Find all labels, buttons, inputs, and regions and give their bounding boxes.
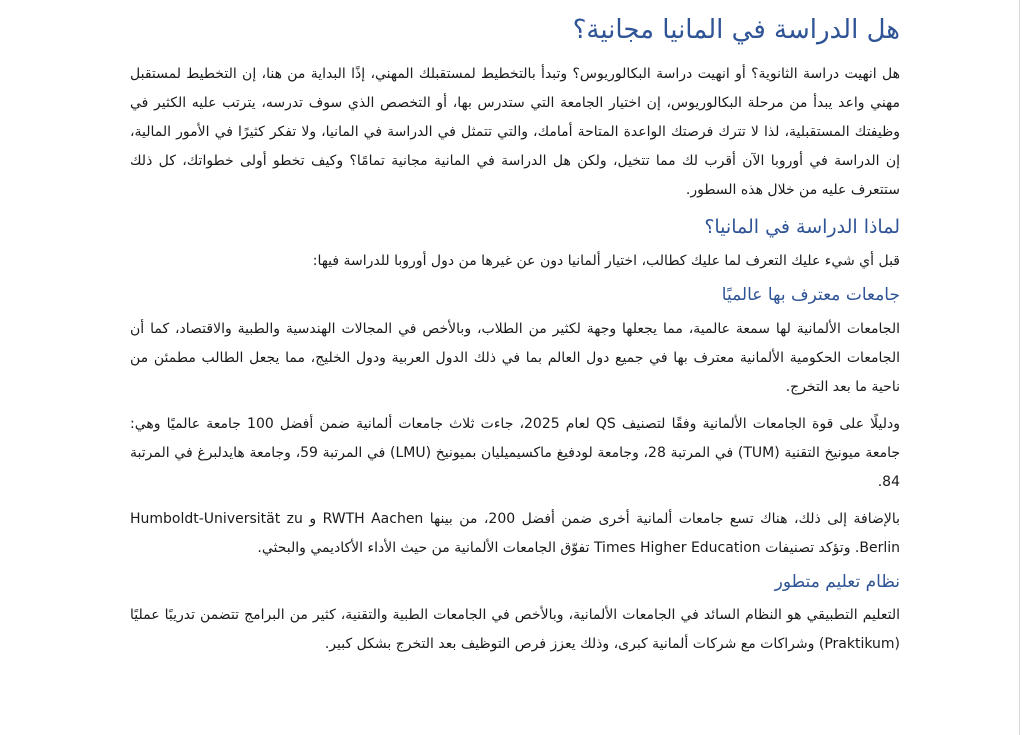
document-body[interactable] [130, 8, 900, 667]
page-edge-divider [1019, 0, 1020, 735]
recognized-universities-heading: جامعات معترف بها عالميًا [721, 285, 900, 306]
recognized-paragraph-3: بالإضافة إلى ذلك، هناك تسع جامعات ألمانية أخرى ضمن أفضل 200، من بينها RWTH Aachen و Humboldt-Universität zu Berlin. وتؤكد تصنيفات Times Higher Education تفوّق الجامعات الألمانية من حيث الأداء الأكاديمي والبحثي. [130, 510, 900, 556]
recognized-paragraph-1: الجامعات الألمانية لها سمعة عالمية، مما يجعلها وجهة لكثير من الطلاب، وبالأخص في المجالات الهندسية والطبية والاقتصاد، كما أن الجامعات الحكومية الألمانية معترف بها في جميع دول العالم بما في ذلك الدول العربية ودول الخليج، مما يجعل الطالب مطمئن من ناحية ما بعد التخرج. [130, 320, 900, 395]
intro-paragraph: هل انهيت دراسة الثانوية؟ أو انهيت دراسة البكالوريوس؟ وتبدأ بالتخطيط لمستقبلك المهني، إذًا البداية من هنا، إن التخطيط لمستقبل مهني واعد يبدأ من مرحلة البكالوريوس، إن اختيار الجامعة التي ستدرس بها، أو التخصص الذي سوف تدرسه، يترتب عليه الكثير في وظيفتك المستقبلية، لذا لا تترك فرصتك الواعدة المتاحة أمامك، والتي تتمثل في الدراسة في المانيا، ولا تفكر كثيرًا في الأمور المالية، إن الدراسة في أوروبا الآن أقرب لك مما تتخيل، ولكن هل الدراسة في المانية مجانية تمامًا؟ وكيف تخطو أولى خطواتك، كل ذلك ستتعرف عليه من خلال هذه السطور. [130, 65, 900, 198]
recognized-paragraph-2: ودليلًا على قوة الجامعات الألمانية وفقًا لتصنيف QS لعام 2025، جاءت ثلاث جامعات ألمانية ضمن أفضل 100 جامعة عالميًا وهي: جامعة ميونيخ التقنية (TUM) في المرتبة 28، وجامعة لودفيغ ماكسيميليان بميونيخ (LMU) في المرتبة 59، وجامعة هايدلبرغ في المرتبة 84. [130, 415, 901, 490]
why-study-intro: قبل أي شيء عليك التعرف لما عليك كطالب، اختيار ألمانيا دون عن غيرها من دول أوروبا للدراسة فيها: [312, 253, 900, 270]
why-study-heading: لماذا الدراسة في المانيا؟ [704, 215, 900, 238]
education-paragraph-1: التعليم التطبيقي هو النظام السائد في الجامعات الألمانية، وبالأخص في الجامعات الطبية والتقنية، كثير من البرامج تتضمن تدريبًا عمليًا (Praktikum) وشراكات مع شركات ألمانية كبرى، وذلك يعزز فرص التوظيف بعد التخرج بشكل كبير. [130, 606, 900, 652]
education-system-heading: نظام تعليم متطور [774, 571, 900, 592]
document-title: هل الدراسة في المانيا مجانية؟ [572, 15, 900, 45]
